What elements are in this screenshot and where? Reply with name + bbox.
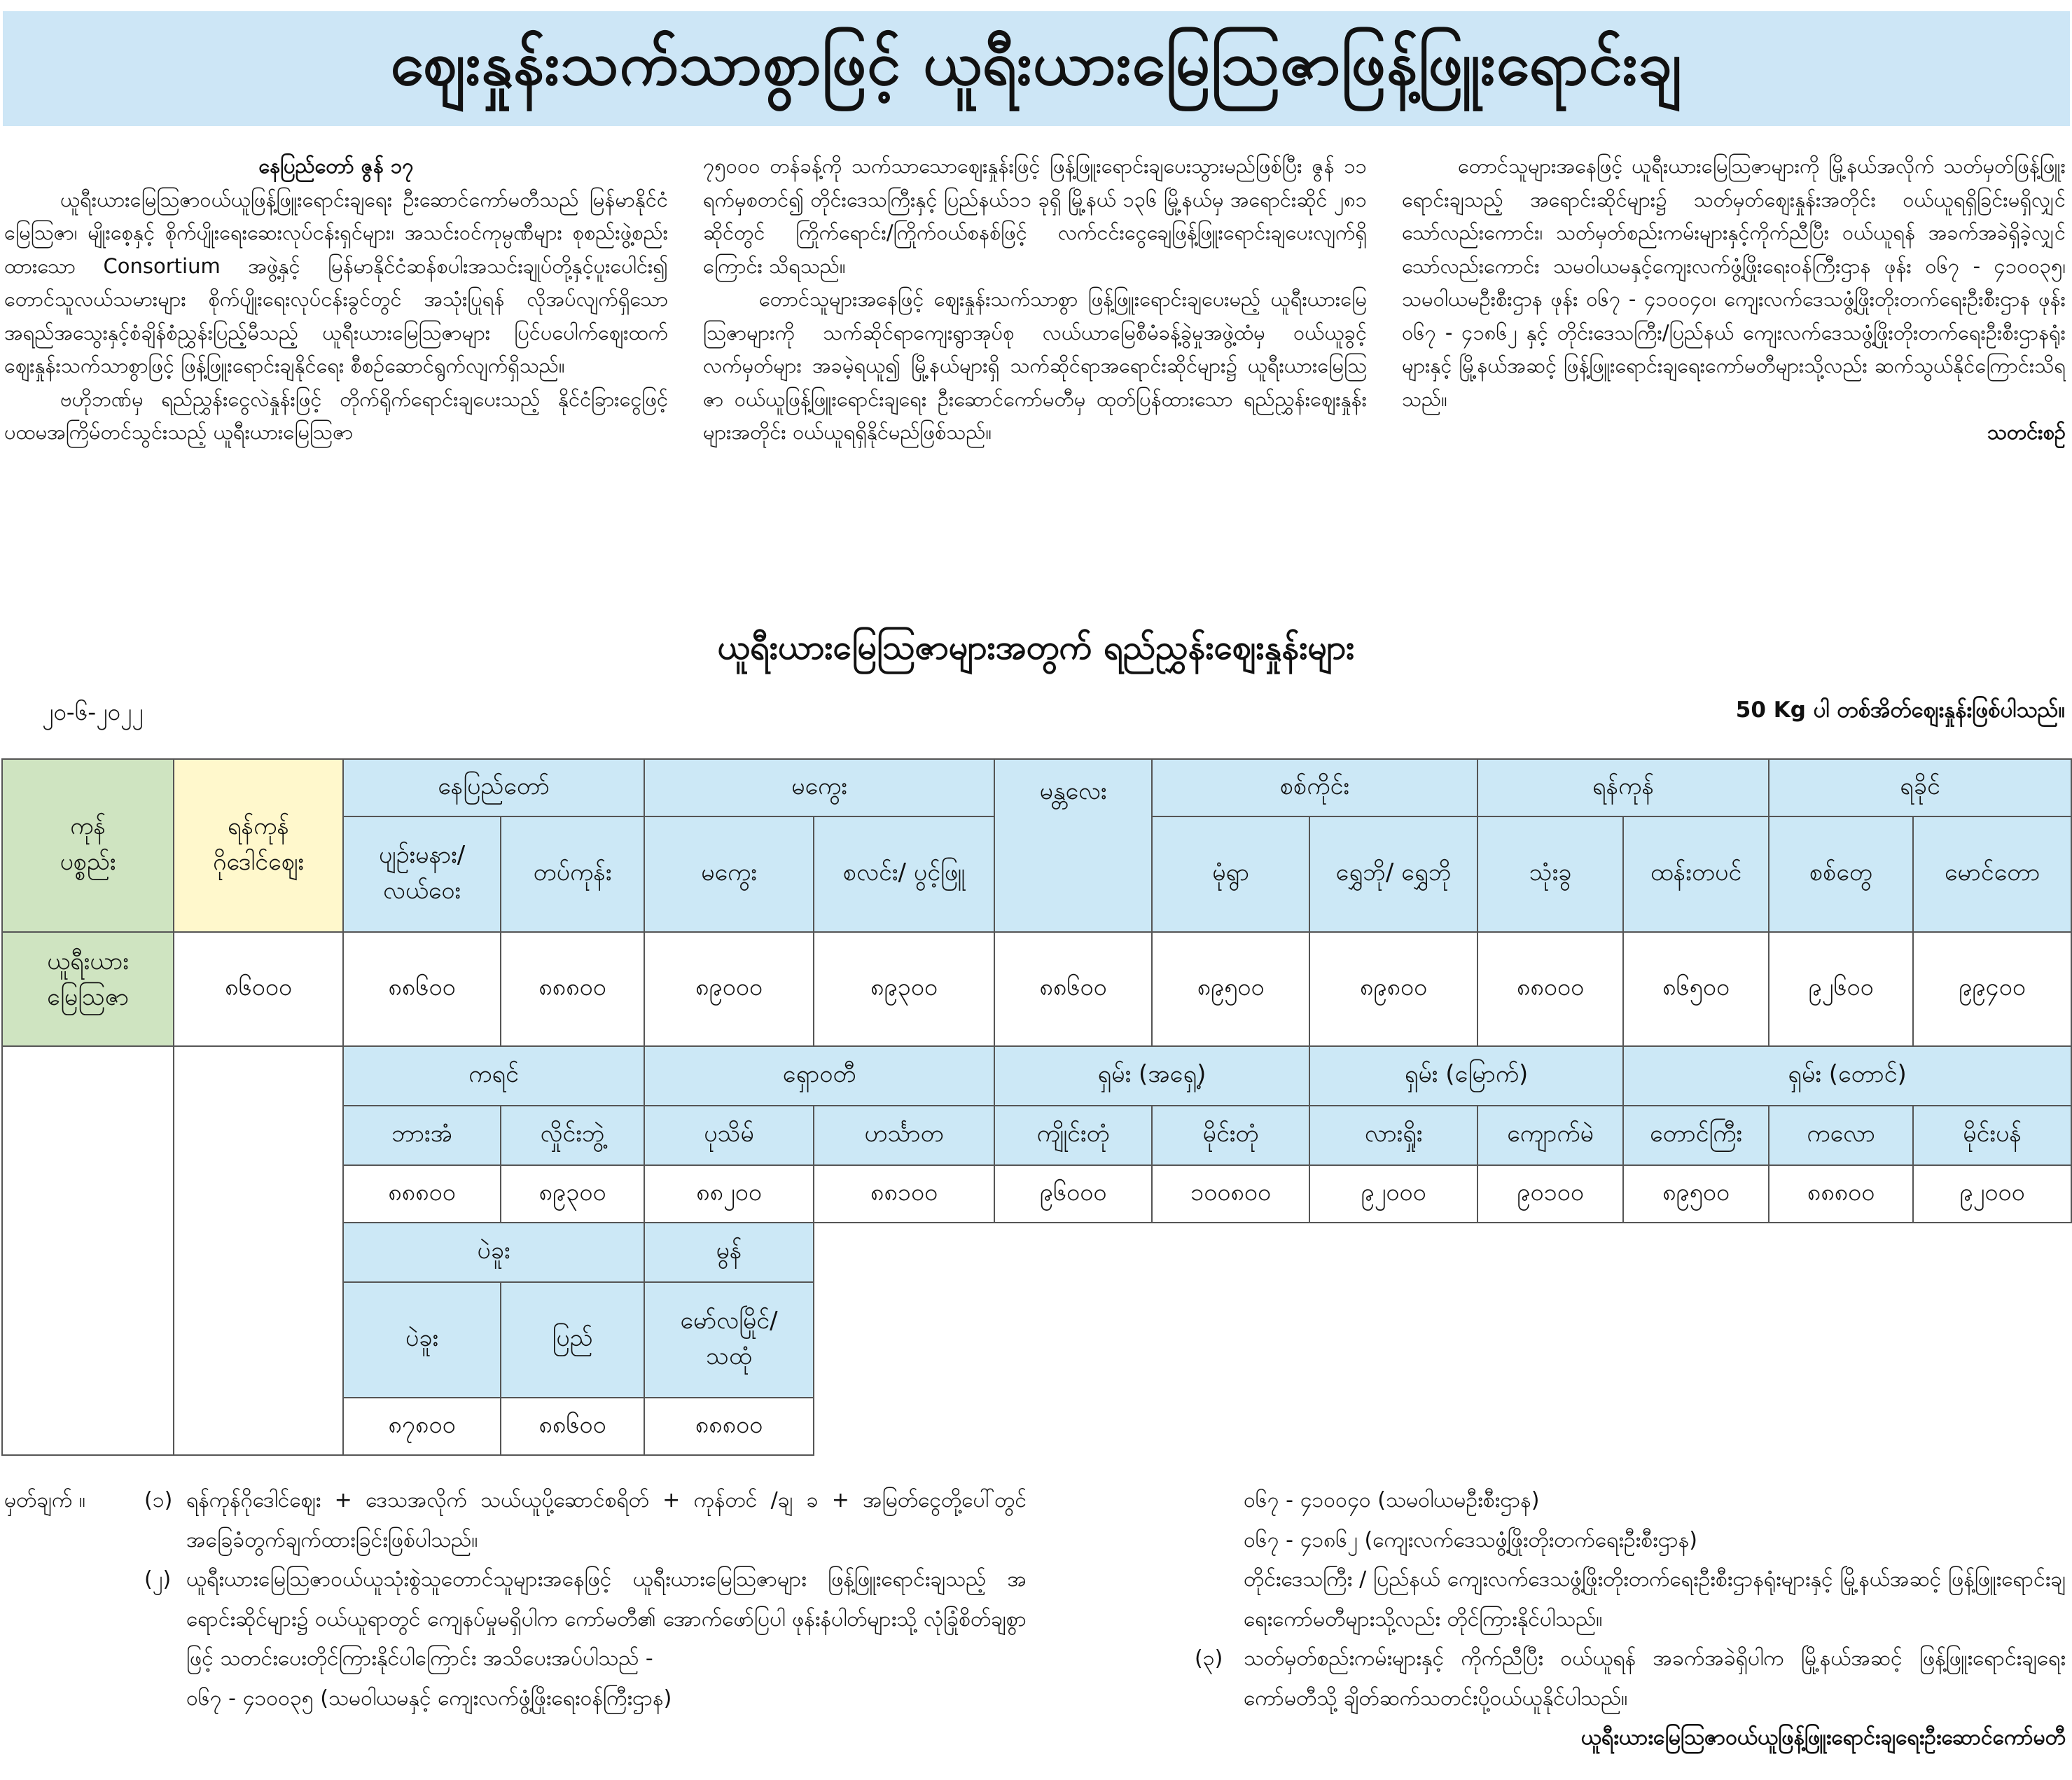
town-header: သုံးခွ xyxy=(1477,816,1623,932)
price-cell: ၈၉၅၀၀ xyxy=(1623,1165,1769,1223)
price-cell: ၉၉၄၀၀ xyxy=(1913,932,2071,1046)
town-header: လားရှိုး xyxy=(1309,1106,1477,1165)
news-article xyxy=(4,150,2066,598)
note-1 xyxy=(4,1481,1027,1560)
price-cell: ၈၉၅၀၀ xyxy=(1152,932,1309,1046)
town-header: စစ်တွေ xyxy=(1769,816,1913,932)
region-header: မကွေး xyxy=(644,759,994,816)
empty-cell xyxy=(174,1165,343,1223)
town-header: ဟင်္သာတ xyxy=(814,1106,994,1165)
region-header: မွန် xyxy=(644,1223,814,1282)
price-cell: ၉၂၆၀၀ xyxy=(1769,932,1913,1046)
phone-line: ၀၆၇ - ၄၁၈၆၂ (ကျေးလက်ဒေသဖွံ့ဖြိုးတိုးတက်ရေးဦးစီးဌာန) xyxy=(1244,1527,1697,1552)
region-header: ရှမ်း (တောင်) xyxy=(1623,1046,2071,1106)
region-header: ပဲခူး xyxy=(343,1223,644,1282)
empty-cell xyxy=(2,1106,174,1165)
note-2 xyxy=(4,1560,1027,1679)
town-header: မိုင်းတုံ xyxy=(1152,1106,1309,1165)
town-header: ပျဉ်းမနား/ လယ်ဝေး xyxy=(343,816,501,932)
article-paragraph: တောင်သူများအနေဖြင့် ယူရီးယားမြေသြဇာများကို မြို့နယ်အလိုက် သတ်မှတ်ဖြန့်ဖြူးရောင်းချသည့် အရောင်းဆိုင်များ၌ သတ်မှတ်ဈေးနှုန်းအတိုင်း ဝယ်ယူရရှိခြင်းမရှိလျှင်သော်လည်းကောင်း၊ သတ်မှတ်စည်းကမ်းများနှင့်ကိုက်ညီပြီး ဝယ်ယူရန် အခက်အခဲရှိခဲ့လျှင်သော်လည်းကောင်း သမဝါယမနှင့်ကျေးလက်ဖွံ့ဖြိုးရေးဝန်ကြီးဌာန ဖုန်း ၀၆၇ - ၄၁၀၀၃၅၊ သမဝါယမဦးစီးဌာန ဖုန်း ၀၆၇ - ၄၁၀၀၄၀၊ ကျေးလက်ဒေသဖွံ့ဖြိုးတိုးတက်ရေးဦးစီးဌာန ဖုန်း ၀၆၇ - ၄၁၈၆၂ နှင့် တိုင်းဒေသကြီး/ပြည်နယ် ကျေးလက်ဒေသဖွံ့ဖြိုးတိုးတက်ရေးဦးစီးဌာနရုံးများနှင့် မြို့နယ်အဆင့် ဖြန့်ဖြူးရောင်းချရေးကော်မတီများသို့လည်း ဆက်သွယ်နိုင်ကြောင်းသိရသည်။ xyxy=(1402,154,2066,411)
notes-right-column xyxy=(1195,1481,2066,1758)
region-header: ရှမ်း (အရှေ့) xyxy=(994,1046,1309,1106)
empty-cell xyxy=(2,1223,174,1282)
region-header: နေပြည်တော် xyxy=(343,759,644,816)
product-header: ကုန် ပစ္စည်း xyxy=(2,759,174,932)
article-column-3 xyxy=(1402,150,2066,598)
town-header: လှိုင်းဘွဲ့ xyxy=(501,1106,644,1165)
note-number: (၂) xyxy=(144,1567,172,1592)
notes-left-column xyxy=(4,1481,1027,1718)
empty-cell xyxy=(2,1398,174,1455)
empty-cell xyxy=(174,1398,343,1455)
empty-cell xyxy=(174,1106,343,1165)
phone-line: ၀၆၇ - ၄၁၀၀၄၀ (သမဝါယမဦးစီးဌာန) xyxy=(1244,1488,1540,1513)
yangon-warehouse-header: ရန်ကုန် ဂိုဒေါင်ဈေး xyxy=(174,759,343,932)
empty-area xyxy=(814,1282,2071,1398)
town-header: ပြည် xyxy=(501,1282,644,1398)
committee-signoff: ယူရီးယားမြေသြဇာဝယ်ယူဖြန့်ဖြူးရောင်းချရေးဦးဆောင်ကော်မတီ xyxy=(1580,1725,2066,1750)
note-text: ယူရီးယားမြေသြဇာဝယ်ယူသုံးစွဲသူတောင်သူများအနေဖြင့် ယူရီးယားမြေသြဇာများ ဖြန့်ဖြူးရောင်းချသည့် အရောင်းဆိုင်များ၌ ဝယ်ယူရာတွင် ကျေနပ်မှုမရှိပါက ကော်မတီ၏ အောက်ဖော်ပြပါ ဖုန်းနံပါတ်များသို့ လုံခြုံစိတ်ချစွာဖြင့် သတင်းပေးတိုင်ကြားနိုင်ပါကြောင်း အသိပေးအပ်ပါသည် - xyxy=(186,1567,1027,1671)
headline-banner xyxy=(3,11,2070,126)
price-cell: ၉၀၁၀၀ xyxy=(1477,1165,1623,1223)
price-cell: ၉၂၀၀၀ xyxy=(1913,1165,2071,1223)
empty-cell xyxy=(174,1046,343,1106)
yangon-warehouse-price: ၈၆၀၀၀ xyxy=(174,932,343,1046)
note-text: ရန်ကုန်ဂိုဒေါင်ဈေး + ဒေသအလိုက် သယ်ယူပို့ဆောင်စရိတ် + ကုန်တင် /ချ ခ + အမြတ်ငွေတို့ပေါ်တွင် အခြေခံတွက်ချက်ထားခြင်းဖြစ်ပါသည်။ xyxy=(186,1488,1027,1552)
region-header: ရန်ကုန် xyxy=(1477,759,1769,816)
price-cell: ၈၆၅၀၀ xyxy=(1623,932,1769,1046)
phone-line: ၀၆၇ - ၄၁၀၀၃၅ (သမဝါယမနှင့် ကျေးလက်ဖွံ့ဖြိုးရေးဝန်ကြီးဌာန) xyxy=(186,1685,672,1711)
town-header: ထန်းတပင် xyxy=(1623,816,1769,932)
region-header: ရခိုင် xyxy=(1769,759,2071,816)
article-paragraph: ယူရီးယားမြေသြဇာဝယ်ယူဖြန့်ဖြူးရောင်းချရေး ဦးဆောင်ကော်မတီသည် မြန်မာနိုင်ငံ မြေသြဇာ၊ မျိုးစေ့နှင့် စိုက်ပျိုးရေးဆေးလုပ်ငန်းရှင်များ၊ အသင်းဝင်ကုမ္ပဏီများ စုစည်းဖွဲ့စည်းထားသော Consortium အဖွဲ့နှင့် မြန်မာနိုင်ငံဆန်စပါးအသင်းချုပ်တို့နှင့်ပူးပေါင်း၍ တောင်သူလယ်သမားများ စိုက်ပျိုးရေးလုပ်ငန်းခွင်တွင် အသုံးပြုရန် လိုအပ်လျက်ရှိသော အရည်အသွေးနှင့်စံချိန်စံညွှန်းပြည့်မီသည့် ယူရီးယားမြေသြဇာများ ပြင်ပပေါက်ဈေးထက် ဈေးနှုန်းသက်သာစွာဖြင့် ဖြန့်ဖြူးရောင်းချနိုင်ရေး စီစဉ်ဆောင်ရွက်လျက်ရှိသည်။ xyxy=(4,187,668,377)
unit-note: 50 Kg ပါ တစ်အိတ်ဈေးနှုန်းဖြစ်ပါသည်။ xyxy=(1735,697,2065,723)
dateline: နေပြည်တော် ဇွန် ၁၇ xyxy=(258,154,414,178)
town-header: တောင်ကြီး xyxy=(1623,1106,1769,1165)
price-cell: ၈၈၈၀၀ xyxy=(644,1398,814,1455)
town-header: ကျောက်မဲ xyxy=(1477,1106,1623,1165)
price-cell: ၈၈၆၀၀ xyxy=(994,932,1152,1046)
price-cell: ၈၈၈၀၀ xyxy=(1769,1165,1913,1223)
empty-cell xyxy=(2,1046,174,1106)
price-cell: ၈၈၂၀၀ xyxy=(644,1165,814,1223)
empty-area xyxy=(814,1223,2071,1282)
price-date: ၂၀-၆-၂၀၂၂ xyxy=(42,698,144,725)
price-cell: ၈၉၃၀၀ xyxy=(814,932,994,1046)
notes-label: မှတ်ချက် ။ xyxy=(4,1488,85,1513)
spacer xyxy=(4,1560,144,1679)
note-number: (၃) xyxy=(1195,1646,1223,1671)
region-header: ကရင် xyxy=(343,1046,644,1106)
region-header: ရှောဝတီ xyxy=(644,1046,994,1106)
price-cell: ၈၈၁၀၀ xyxy=(814,1165,994,1223)
price-cell: ၈၈၆၀၀ xyxy=(343,932,501,1046)
region-contact-text: တိုင်းဒေသကြီး / ပြည်နယ် ကျေးလက်ဒေသဖွံ့ဖြိုးတိုးတက်ရေးဦးစီးဌာနရုံးများနှင့် မြို့နယ်အဆင့် ဖြန့်ဖြူးရောင်းချရေးကော်မတီများသို့လည်း တိုင်ကြားနိုင်ပါသည်။ xyxy=(1244,1567,2066,1632)
price-cell: ၈၈၀၀၀ xyxy=(1477,932,1623,1046)
town-header: စလင်း/ ပွင့်ဖြူ xyxy=(814,816,994,932)
price-cell: ၉၂၀၀၀ xyxy=(1309,1165,1477,1223)
article-paragraph: တောင်သူများအနေဖြင့် ဈေးနှုန်းသက်သာစွာ ဖြန့်ဖြူးရောင်းချပေးမည့် ယူရီးယားမြေသြဇာများကို သက်ဆိုင်ရာကျေးရွာအုပ်စု လယ်ယာမြေစီမံခန့်ခွဲမှုအဖွဲ့ထံမှ ဝယ်ယူခွင့်လက်မှတ်များ အခမဲ့ရယူ၍ မြို့နယ်များရှိ သက်ဆိုင်ရာအရောင်းဆိုင်များ၌ ယူရီးယားမြေသြဇာ ဝယ်ယူဖြန့်ဖြူးရောင်းချရေး ဦးဆောင်ကော်မတီမှ ထုတ်ပြန်ထားသော ရည်ညွှန်းဈေးနှုန်းများအတိုင်း ဝယ်ယူရရှိနိုင်မည်ဖြစ်သည်။ xyxy=(703,287,1367,444)
region-header: စစ်ကိုင်း xyxy=(1152,759,1477,816)
article-paragraph: ဗဟိုဘဏ်မှ ရည်ညွှန်းငွေလဲနှုန်းဖြင့် တိုက်ရိုက်ရောင်းချပေးသည့် နိုင်ငံခြားငွေဖြင့် ပထမအကြိမ်တင်သွင်းသည့် ယူရီးယားမြေသြဇာ xyxy=(4,387,668,444)
byline: သတင်းစဉ် xyxy=(1987,420,2066,444)
town-header: ကျိုင်းတုံ xyxy=(994,1106,1152,1165)
region-header: ရှမ်း (မြောက်) xyxy=(1309,1046,1623,1106)
town-header: မော်လမြိုင်/ သထုံ xyxy=(644,1282,814,1398)
town-header: ပုသိမ် xyxy=(644,1106,814,1165)
price-section-title: ယူရီးယားမြေသြဇာများအတွက် ရည်ညွှန်းဈေးနှုန်းများ xyxy=(717,628,1355,667)
price-cell: ၉၆၀၀၀ xyxy=(994,1165,1152,1223)
town-header: ပဲခူး xyxy=(343,1282,501,1398)
region-header: မန္တလေး xyxy=(994,759,1152,932)
article-column-2 xyxy=(703,150,1367,598)
empty-cell xyxy=(2,1282,174,1398)
note-number: (၁) xyxy=(144,1488,173,1513)
town-header: မုံရွာ xyxy=(1152,816,1309,932)
empty-cell xyxy=(2,1165,174,1223)
empty-area xyxy=(814,1398,2071,1455)
price-cell: ၈၈၆၀၀ xyxy=(501,1398,644,1455)
headline-title: ဈေးနှုန်းသက်သာစွာဖြင့် ယူရီးယားမြေသြဇာဖြန့်ဖြူးရောင်းချ xyxy=(390,28,1683,99)
price-table xyxy=(1,758,2072,1456)
empty-cell xyxy=(174,1282,343,1398)
town-header: မကွေး xyxy=(644,816,814,932)
price-cell: ၈၈၈၀၀ xyxy=(343,1165,501,1223)
price-cell: ၈၉၀၀၀ xyxy=(644,932,814,1046)
article-column-1 xyxy=(4,150,668,598)
price-cell: ၁၀၀၈၀၀ xyxy=(1152,1165,1309,1223)
notes-section xyxy=(4,1481,2066,1775)
note-text: သတ်မှတ်စည်းကမ်းများနှင့် ကိုက်ညီပြီး ဝယ်ယူရန် အခက်အခဲရှိပါက မြို့နယ်အဆင့် ဖြန့်ဖြူးရောင်းချရေးကော်မတီသို့ ချိတ်ဆက်သတင်းပို့ဝယ်ယူနိုင်ပါသည်။ xyxy=(1244,1646,2066,1711)
town-header: မိုင်းပန် xyxy=(1913,1106,2071,1165)
price-cell: ၈၇၈၀၀ xyxy=(343,1398,501,1455)
product-name: ယူရီးယား မြေသြဇာ xyxy=(2,932,174,1046)
note-3 xyxy=(1195,1639,2066,1718)
empty-cell xyxy=(174,1223,343,1282)
price-cell: ၈၉၃၀၀ xyxy=(501,1165,644,1223)
article-paragraph: ၇၅၀၀၀ တန်ခန့်ကို သက်သာသောဈေးနှုန်းဖြင့် ဖြန့်ဖြူးရောင်းချပေးသွားမည်ဖြစ်ပြီး ဇွန် ၁၁ ရက်မှစတင်၍ တိုင်းဒေသကြီးနှင့် ပြည်နယ်၁၁ ခုရှိ မြို့နယ် ၁၃၆ မြို့နယ်မှ အရောင်းဆိုင် ၂၈၁ ဆိုင်တွင် ကြိုက်ရောင်း/ကြိုက်ဝယ်စနစ်ဖြင့် လက်ငင်းငွေချေဖြန့်ဖြူးရောင်းချပေးလျက်ရှိကြောင်း သိရသည်။ xyxy=(703,154,1367,278)
town-header: တပ်ကုန်း xyxy=(501,816,644,932)
town-header: မောင်တော xyxy=(1913,816,2071,932)
town-header: ဘားအံ xyxy=(343,1106,501,1165)
price-cell: ၈၈၈၀၀ xyxy=(501,932,644,1046)
town-header: ရွှေဘို/ ရွှေဘို xyxy=(1309,816,1477,932)
town-header: ကလော xyxy=(1769,1106,1913,1165)
price-cell: ၈၉၈၀၀ xyxy=(1309,932,1477,1046)
